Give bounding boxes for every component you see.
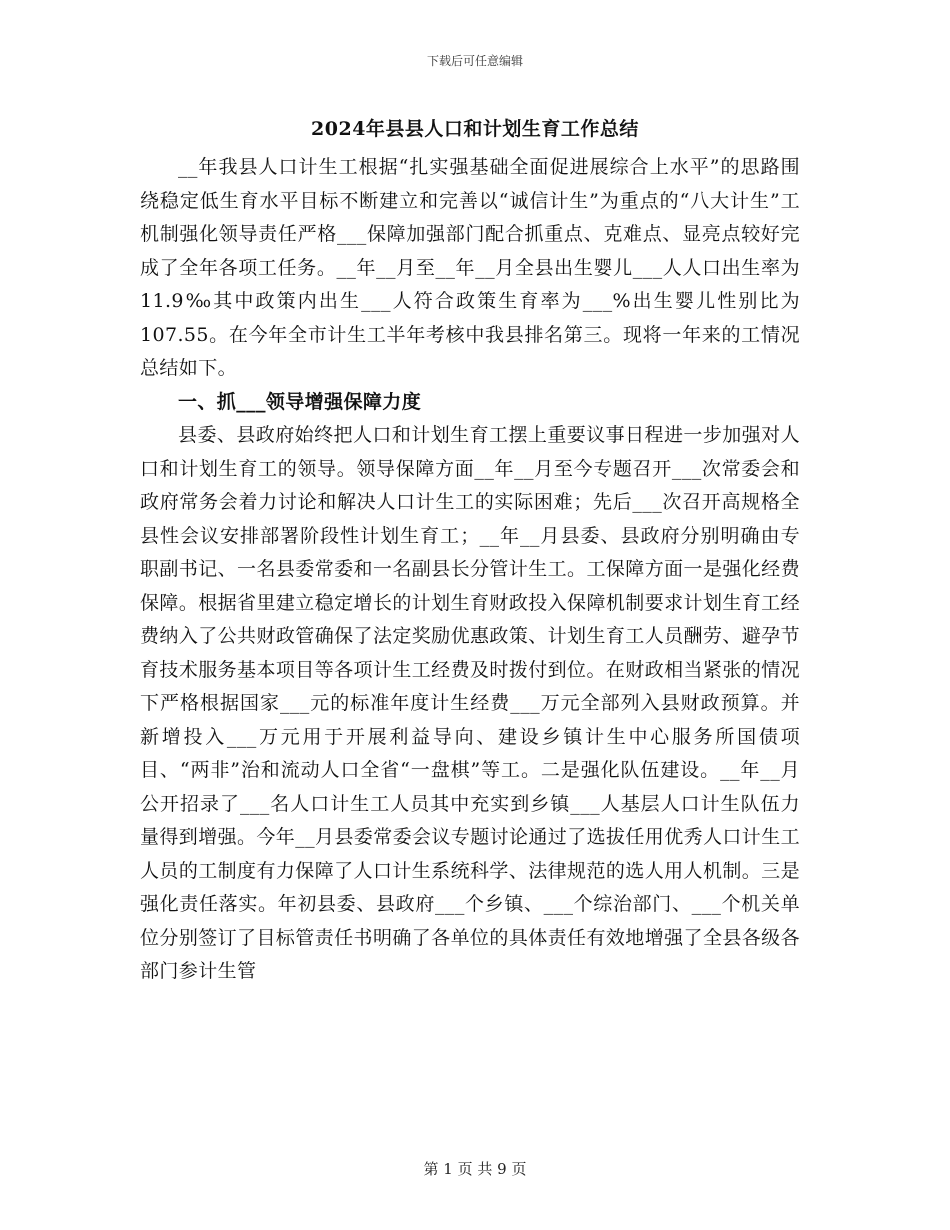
section-1-paragraph: 县委、县政府始终把人口和计划生育工摆上重要议事日程进一步加强对人口和计划生育工的领导。领导保障方面__年__月至今专题召开___次常委会和政府常务会着力讨论和解决人口计生工的实际困难；先后___次召开高规格全县性会议安排部署阶段性计划生育工；__年__月县委、县政府分别明确由专职副书记、一名县委常委和一名副县长分管计生工。工保障方面一是强化经费保障。根据省里建立稳定增长的计划生育财政投入保障机制要求计划生育工经费纳入了公共财政管确保了法定奖励优惠政策、计划生育工人员酬劳、避孕节育技术服务基本项目等各项计生工经费及时拨付到位。在财政相当紧张的情况下严格根据国家___元的标准年度计生经费___万元全部列入县财政预算。并新增投入___万元用于开展利益导向、建设乡镇计生中心服务所国债项目、“两非”治和流动人口全省“一盘棋”等工。二是强化队伍建设。__年__月公开招录了___名人口计生工人员其中充实到乡镇___人基层人口计生队伍力量得到增强。今年__月县委常委会议专题讨论通过了选拔任用优秀人口计生工人员的工制度有力保障了人口计生系统科学、法律规范的选人用人机制。三是强化责任落实。年初县委、县政府___个乡镇、___个综治部门、___个机关单位分别签订了目标管责任书明确了各单位的具体责任有效地增强了全县各级各部门参计生管: [140, 424, 801, 982]
intro-paragraph: __年我县人口计生工根据“扎实强基础全面促进展综合上水平”的思路围绕稳定低生育水平目标不断建立和完善以“诚信计生”为重点的“八大计生”工机制强化领导责任严格___保障加强部门配合抓重点、克难点、显亮点较好完成了全年各项工任务。__年__月至__年__月全县出生婴儿___人人口出生率为11.9‰其中政策内出生___人符合政策生育率为___%出生婴儿性别比为107.55。在今年全市计生工半年考核中我县排名第三。现将一年来的工情况总结如下。: [140, 156, 800, 379]
page-number-footer: 第 1 页 共 9 页: [423, 1160, 527, 1178]
section-1-heading: 一、抓___领导增强保障力度: [178, 390, 422, 413]
page-header-note: 下载后可任意编辑: [426, 54, 523, 68]
document-body: [140, 151, 800, 989]
document-title: 2024年县县人口和计划生育工作总结: [311, 118, 639, 140]
